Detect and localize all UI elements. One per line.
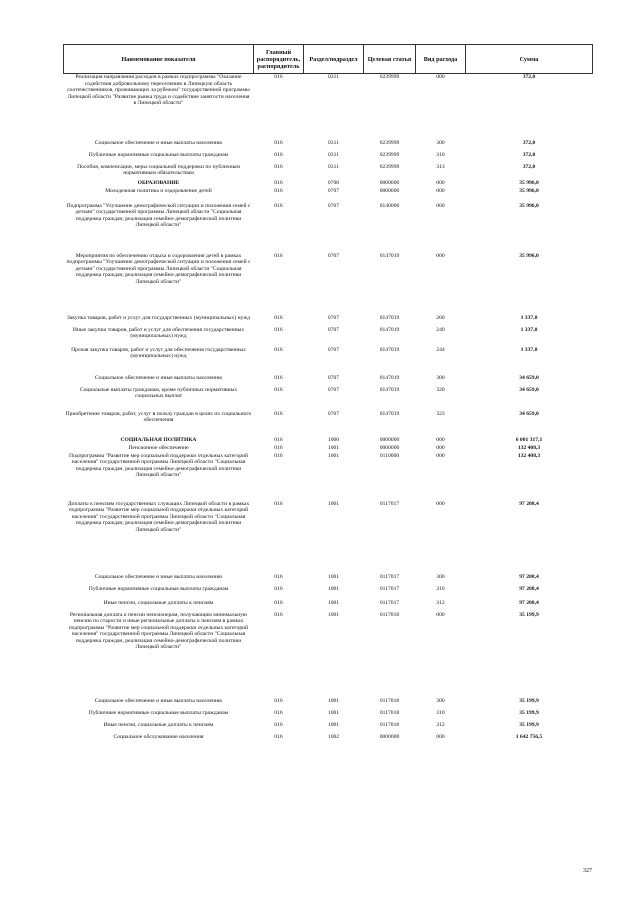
row-name-cell: Региональная доплата к пенсии пенсионерам, получающим минимальную пенсию по старости и иные региональные доплаты к пенсиям в рамках подпрограммы "Развитие мер социальной поддержки отдельных категорий населения" государственной программы Липецкой области "Социальная поддержка граждан, реализация семейно-демографической политики Липецкой области" bbox=[68, 611, 249, 651]
row-type-cell: 000 bbox=[436, 500, 445, 507]
row-sum-cell: 97 208,4 bbox=[519, 500, 539, 507]
row-name-cell: Подпрограмма "Развитие мер социальной поддержки отдельных категорий населения" государственной программы Липецкой области "Социальная поддержка граждан, реализация семейно-демографической политики Липецкой области" bbox=[68, 452, 249, 479]
row-article-cell: 0000000 bbox=[379, 187, 400, 194]
row-grbs-cell: 016 bbox=[274, 202, 283, 209]
row-name-cell: Закупка товаров, работ и услуг для государственных (муниципальных) нужд bbox=[66, 314, 251, 321]
table-row bbox=[64, 188, 593, 203]
row-grbs-cell: 016 bbox=[274, 573, 283, 580]
row-grbs-cell: 016 bbox=[274, 733, 283, 740]
row-name-cell: Социальные выплаты гражданам, кроме публичных нормативных социальных выплат bbox=[79, 386, 238, 400]
row-type-cell: 312 bbox=[436, 721, 445, 728]
table-row bbox=[64, 722, 593, 734]
row-type-cell: 000 bbox=[436, 252, 445, 259]
row-section-cell: 1001 bbox=[327, 697, 340, 704]
row-sum-cell: 1 337,0 bbox=[520, 346, 538, 353]
row-article-cell: 0117018 bbox=[379, 721, 400, 728]
row-grbs-cell: 016 bbox=[274, 163, 283, 170]
table-row bbox=[64, 387, 593, 411]
row-article-cell: 0239999 bbox=[379, 74, 400, 80]
row-sum-cell: 34 659,0 bbox=[519, 386, 539, 393]
table-row bbox=[64, 698, 593, 710]
row-article-cell: 0117017 bbox=[379, 599, 400, 606]
table-body bbox=[64, 74, 593, 744]
row-sum-cell: 1 337,0 bbox=[520, 326, 538, 333]
row-type-cell: 000 bbox=[436, 452, 445, 459]
row-sum-cell: 372,0 bbox=[522, 74, 536, 80]
row-grbs-cell: 016 bbox=[274, 599, 283, 606]
row-section-cell: 1000 bbox=[327, 436, 340, 443]
row-name-cell: Реализация направления расходов в рамках подпрограммы "Оказание содействия добровольному переселению в Липецкую область соотечественников, проживающих за рубежом" государственной программы Липецкой области "Развитие рынка труда и содействие занятости населения в Липецкой области" bbox=[67, 74, 250, 107]
table-header bbox=[64, 45, 593, 74]
row-article-cell: 0117017 bbox=[379, 585, 400, 592]
row-grbs-cell: 016 bbox=[274, 252, 283, 259]
row-article-cell: 0000000 bbox=[379, 179, 400, 186]
row-sum-cell: 97 208,4 bbox=[519, 573, 539, 580]
table-row bbox=[64, 203, 593, 253]
row-type-cell: 300 bbox=[436, 374, 445, 381]
row-sum-cell: 35 996,0 bbox=[519, 179, 539, 186]
row-section-cell: 1002 bbox=[327, 733, 340, 740]
table-row bbox=[64, 586, 593, 600]
row-section-cell: 1001 bbox=[327, 599, 340, 606]
row-name-cell: Подпрограмма "Улучшение демографической ситуации и положения семей с детьми" государственной программы Липецкой области "Социальная поддержка граждан, реализация семейно-демографической политики Липецкой области" bbox=[66, 202, 251, 229]
row-grbs-cell: 016 bbox=[274, 139, 283, 146]
row-sum-cell: 35 199,9 bbox=[519, 721, 539, 728]
row-section-cell: 0707 bbox=[327, 202, 340, 209]
row-article-cell: 0147019 bbox=[379, 346, 400, 353]
row-sum-cell: 34 659,0 bbox=[519, 410, 539, 417]
table-row bbox=[64, 600, 593, 612]
row-name-cell: Доплаты к пенсиям государственных служащих Липецкой области в рамках подпрограммы "Развитие мер социальной поддержки отдельных категорий населения" государственной программы Липецкой области "Социальная поддержка граждан, реализация семейно-демографической политики Липецкой области" bbox=[67, 500, 250, 533]
row-section-cell: 1001 bbox=[327, 500, 340, 507]
row-sum-cell: 372,0 bbox=[522, 151, 536, 158]
row-name-cell: Иные пенсии, социальные доплаты к пенсиям bbox=[103, 721, 214, 728]
row-grbs-cell: 016 bbox=[274, 709, 283, 716]
row-type-cell: 000 bbox=[436, 187, 445, 194]
row-type-cell: 300 bbox=[436, 573, 445, 580]
table-row bbox=[64, 347, 593, 375]
row-article-cell: 0117018 bbox=[379, 697, 400, 704]
header-article: Целевая статья bbox=[364, 45, 416, 74]
table-row bbox=[64, 574, 593, 586]
row-article-cell: 0147019 bbox=[379, 410, 400, 417]
row-grbs-cell: 016 bbox=[274, 585, 283, 592]
row-name-cell: Иные закупки товаров, работ и услуг для обеспечения государственных (муниципальных) нужд bbox=[72, 326, 245, 340]
header-sum: Сумма bbox=[466, 45, 593, 74]
row-type-cell: 300 bbox=[436, 697, 445, 704]
table-row bbox=[64, 445, 593, 453]
page-number: 327 bbox=[583, 868, 592, 874]
row-name-cell: Социальное обеспечение и иные выплаты населению bbox=[94, 697, 223, 704]
row-type-cell: 000 bbox=[436, 436, 445, 443]
row-type-cell: 323 bbox=[436, 410, 445, 417]
row-sum-cell: 372,0 bbox=[522, 139, 536, 146]
row-name-cell: ОБРАЗОВАНИЕ bbox=[137, 179, 180, 186]
row-section-cell: 1001 bbox=[327, 611, 340, 618]
row-section-cell: 0707 bbox=[327, 326, 340, 333]
table-row bbox=[64, 253, 593, 315]
row-type-cell: 313 bbox=[436, 163, 445, 170]
row-grbs-cell: 016 bbox=[274, 452, 283, 459]
row-section-cell: 0707 bbox=[327, 386, 340, 393]
row-sum-cell: 132 408,3 bbox=[517, 444, 541, 451]
table-row bbox=[64, 710, 593, 722]
row-article-cell: 0000000 bbox=[379, 444, 400, 451]
row-grbs-cell: 016 bbox=[274, 436, 283, 443]
table-row bbox=[64, 375, 593, 387]
header-type: Вид расхода bbox=[416, 45, 466, 74]
row-sum-cell: 97 208,4 bbox=[519, 585, 539, 592]
row-grbs-cell: 016 bbox=[274, 721, 283, 728]
row-sum-cell: 97 208,4 bbox=[519, 599, 539, 606]
table-row bbox=[64, 74, 593, 140]
row-sum-cell: 35 996,0 bbox=[519, 187, 539, 194]
row-grbs-cell: 016 bbox=[274, 374, 283, 381]
row-article-cell: 0117017 bbox=[379, 500, 400, 507]
row-grbs-cell: 016 bbox=[274, 444, 283, 451]
table-row bbox=[64, 453, 593, 501]
row-article-cell: 0239999 bbox=[379, 163, 400, 170]
row-name-cell: Пенсионное обеспечение bbox=[128, 444, 189, 451]
table-row bbox=[64, 411, 593, 437]
row-section-cell: 1001 bbox=[327, 573, 340, 580]
table-row bbox=[64, 140, 593, 152]
row-type-cell: 000 bbox=[436, 179, 445, 186]
row-section-cell: 1001 bbox=[327, 721, 340, 728]
row-article-cell: 0147019 bbox=[379, 386, 400, 393]
budget-table bbox=[63, 44, 593, 744]
header-section: Раздел/подраздел bbox=[304, 45, 364, 74]
table-row bbox=[64, 734, 593, 744]
row-article-cell: 0147019 bbox=[379, 374, 400, 381]
row-sum-cell: 34 659,0 bbox=[519, 374, 539, 381]
row-type-cell: 240 bbox=[436, 326, 445, 333]
row-name-cell: Пособия, компенсации, меры социальной поддержки по публичным нормативным обязательствам bbox=[77, 163, 240, 177]
row-sum-cell: 35 199,9 bbox=[519, 611, 539, 618]
row-article-cell: 0239999 bbox=[379, 139, 400, 146]
row-name-cell: Приобретение товаров, работ, услуг в пользу граждан в целях их социального обеспечения bbox=[65, 410, 252, 424]
row-name-cell: Публичные нормативные социальные выплаты гражданам bbox=[88, 151, 229, 158]
row-type-cell: 000 bbox=[436, 611, 445, 618]
row-section-cell: 0707 bbox=[327, 187, 340, 194]
row-grbs-cell: 016 bbox=[274, 74, 283, 80]
row-section-cell: 0700 bbox=[327, 179, 340, 186]
row-grbs-cell: 016 bbox=[274, 500, 283, 507]
row-name-cell: Прочая закупка товаров, работ и услуг для обеспечения государственных (муниципальных) нужд bbox=[71, 346, 246, 360]
row-article-cell: 0140000 bbox=[379, 202, 400, 209]
row-type-cell: 320 bbox=[436, 386, 445, 393]
row-article-cell: 0117017 bbox=[379, 573, 400, 580]
row-type-cell: 310 bbox=[436, 151, 445, 158]
row-grbs-cell: 016 bbox=[274, 346, 283, 353]
row-article-cell: 0147019 bbox=[379, 252, 400, 259]
row-type-cell: 300 bbox=[436, 139, 445, 146]
row-article-cell: 0147019 bbox=[379, 326, 400, 333]
table-row bbox=[64, 164, 593, 180]
table-row bbox=[64, 437, 593, 445]
row-grbs-cell: 016 bbox=[274, 697, 283, 704]
row-article-cell: 0117018 bbox=[379, 611, 400, 618]
row-type-cell: 000 bbox=[436, 74, 445, 80]
row-section-cell: 0707 bbox=[327, 346, 340, 353]
row-grbs-cell: 016 bbox=[274, 410, 283, 417]
row-name-cell: Социальное обеспечение и иные выплаты населению bbox=[94, 139, 223, 146]
row-section-cell: 1001 bbox=[327, 444, 340, 451]
row-type-cell: 244 bbox=[436, 346, 445, 353]
row-grbs-cell: 016 bbox=[274, 179, 283, 186]
row-name-cell: Социальное обеспечение и иные выплаты населению bbox=[94, 374, 223, 381]
row-grbs-cell: 016 bbox=[274, 187, 283, 194]
row-name-cell: Иные пенсии, социальные доплаты к пенсиям bbox=[103, 599, 214, 606]
table-row bbox=[64, 327, 593, 347]
row-article-cell: 0117018 bbox=[379, 709, 400, 716]
row-grbs-cell: 016 bbox=[274, 326, 283, 333]
row-sum-cell: 35 199,9 bbox=[519, 697, 539, 704]
header-grbs: Главный распорядитель, распорядитель bbox=[254, 45, 304, 74]
row-type-cell: 000 bbox=[436, 733, 445, 740]
row-name-cell: Публичные нормативные социальные выплаты гражданам bbox=[88, 709, 229, 716]
row-sum-cell: 372,0 bbox=[522, 163, 536, 170]
header-name: Наименование показателя bbox=[64, 45, 254, 74]
row-sum-cell: 35 996,0 bbox=[519, 252, 539, 259]
table-row bbox=[64, 152, 593, 164]
row-type-cell: 310 bbox=[436, 709, 445, 716]
row-section-cell: 1001 bbox=[327, 452, 340, 459]
row-section-cell: 0707 bbox=[327, 410, 340, 417]
row-section-cell: 0707 bbox=[327, 252, 340, 259]
header-row bbox=[64, 45, 593, 74]
row-sum-cell: 35 199,9 bbox=[519, 709, 539, 716]
row-name-cell: Социальное обеспечение и иные выплаты населению bbox=[94, 573, 223, 580]
row-grbs-cell: 016 bbox=[274, 314, 283, 321]
row-sum-cell: 132 408,3 bbox=[517, 452, 541, 459]
row-type-cell: 200 bbox=[436, 314, 445, 321]
row-section-cell: 1001 bbox=[327, 709, 340, 716]
row-sum-cell: 35 996,0 bbox=[519, 202, 539, 209]
row-article-cell: 0147019 bbox=[379, 314, 400, 321]
table-row bbox=[64, 612, 593, 698]
row-grbs-cell: 016 bbox=[274, 151, 283, 158]
row-name-cell: Мероприятия по обеспечению отдыха и оздоровления детей в рамках подпрограммы "Улучшение демографической ситуации и положения семей с детьми" государственной программы Липецкой области "Социальная поддержка граждан, реализация семейно-демографической политики Липецкой области" bbox=[66, 252, 251, 285]
row-section-cell: 0311 bbox=[328, 74, 339, 80]
row-article-cell: 0000000 bbox=[379, 733, 400, 740]
row-sum-cell: 1 337,0 bbox=[520, 314, 538, 321]
row-section-cell: 0311 bbox=[328, 139, 339, 146]
row-section-cell: 0707 bbox=[327, 374, 340, 381]
row-section-cell: 0311 bbox=[328, 151, 339, 158]
row-name-cell: Публичные нормативные социальные выплаты гражданам bbox=[88, 585, 229, 592]
row-name-cell: Молодежная политика и оздоровление детей bbox=[105, 187, 212, 194]
table-row bbox=[64, 501, 593, 574]
row-type-cell: 000 bbox=[436, 444, 445, 451]
row-type-cell: 310 bbox=[436, 585, 445, 592]
row-name-cell: Социальное обслуживание населения bbox=[113, 733, 204, 740]
row-article-cell: 0000000 bbox=[379, 436, 400, 443]
table-row bbox=[64, 315, 593, 327]
table-row bbox=[64, 180, 593, 188]
row-sum-cell: 1 642 756,5 bbox=[515, 733, 543, 740]
row-name-cell: СОЦИАЛЬНАЯ ПОЛИТИКА bbox=[120, 436, 197, 443]
row-section-cell: 0311 bbox=[328, 163, 339, 170]
row-section-cell: 0707 bbox=[327, 314, 340, 321]
row-article-cell: 0239999 bbox=[379, 151, 400, 158]
row-type-cell: 000 bbox=[436, 202, 445, 209]
row-sum-cell: 6 001 317,1 bbox=[515, 436, 543, 443]
row-article-cell: 0110000 bbox=[379, 452, 400, 459]
row-type-cell: 312 bbox=[436, 599, 445, 606]
row-section-cell: 1001 bbox=[327, 585, 340, 592]
row-grbs-cell: 016 bbox=[274, 611, 283, 618]
row-grbs-cell: 016 bbox=[274, 386, 283, 393]
